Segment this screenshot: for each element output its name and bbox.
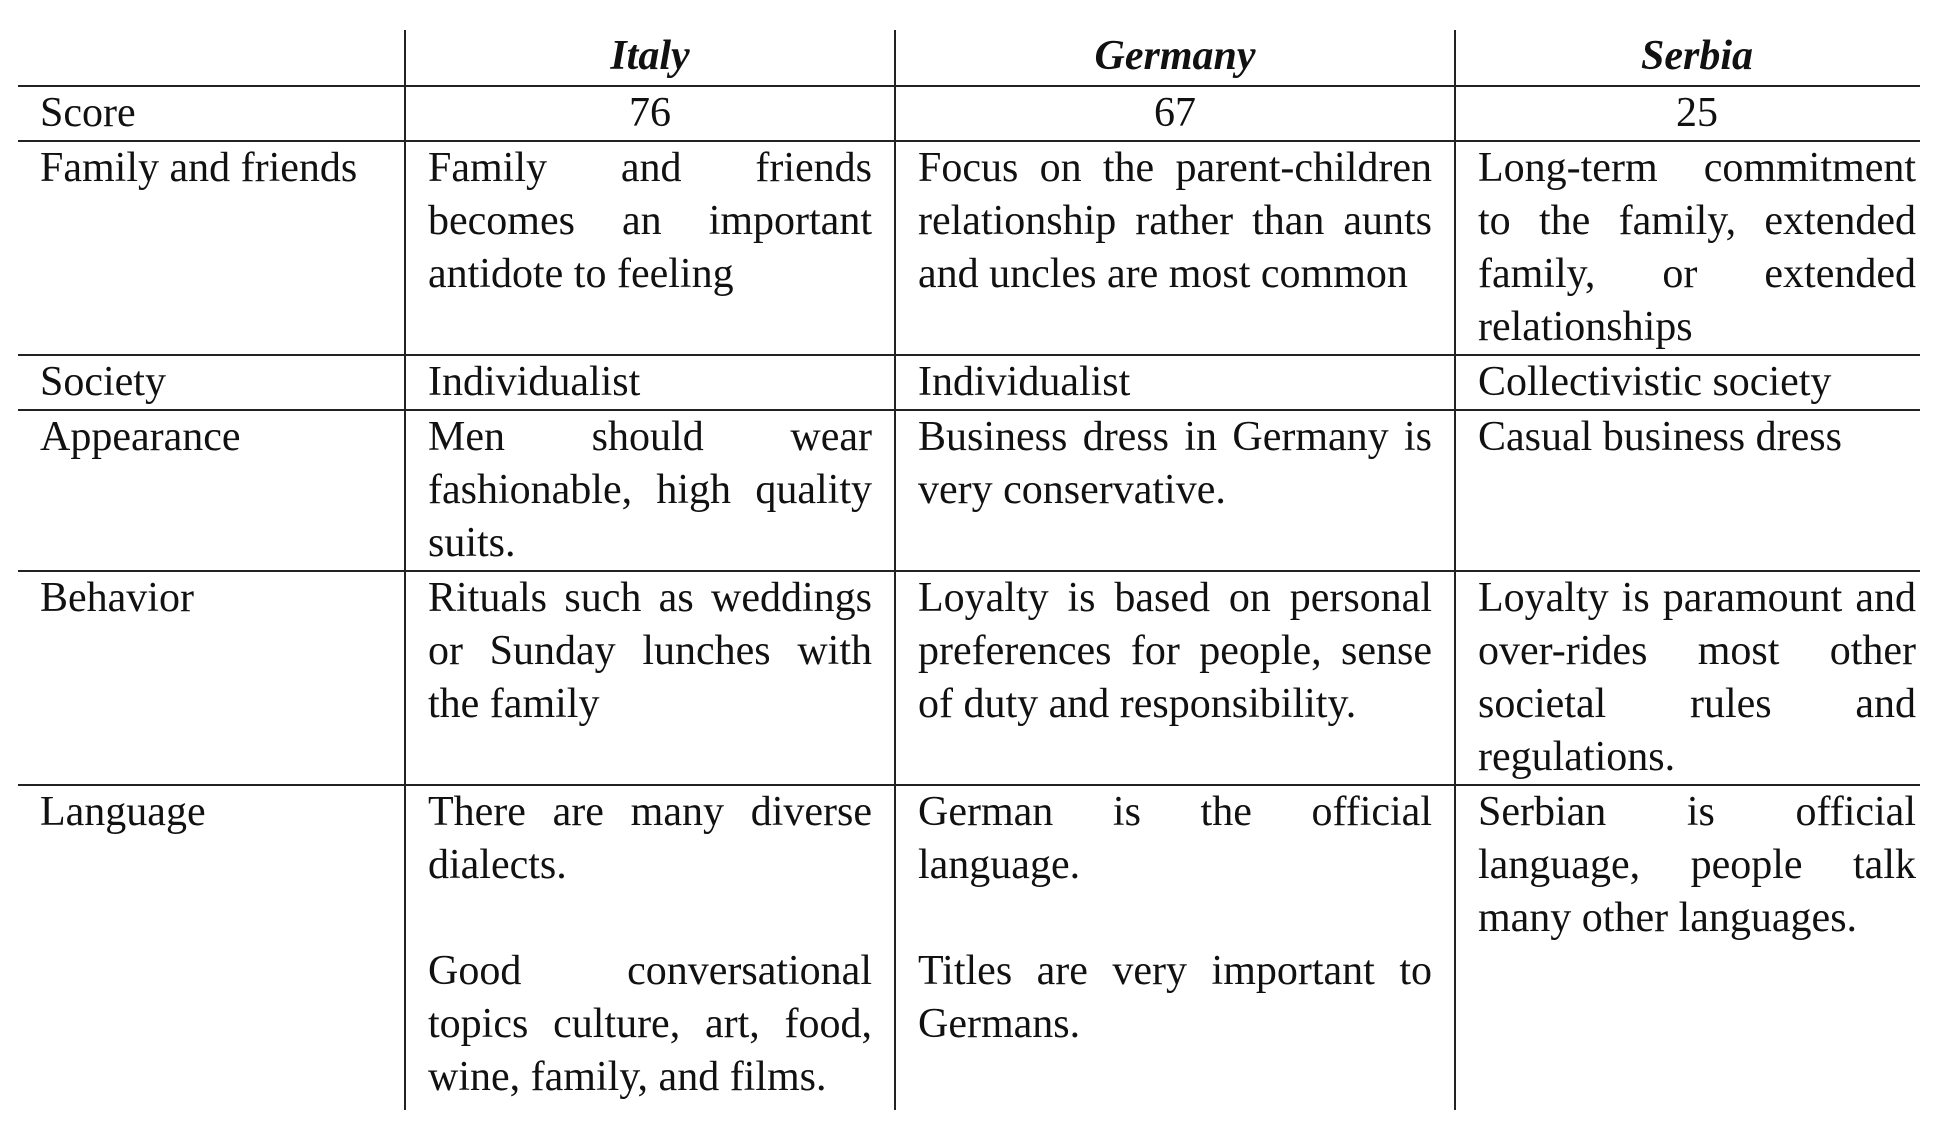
language-germany <box>895 785 1455 1110</box>
header-empty <box>18 30 405 86</box>
score-row <box>18 86 1920 141</box>
score-serbia: 25 <box>1455 86 1920 141</box>
language-row <box>18 785 1920 1110</box>
society-row <box>18 355 1920 410</box>
language-italy <box>405 785 895 1110</box>
appearance-serbia: Casual business dress <box>1455 410 1920 571</box>
header-italy: Italy <box>405 30 895 86</box>
family-label: Family and friends <box>18 141 405 355</box>
comparison-table-container <box>18 30 1920 1110</box>
appearance-germany: Business dress in Germany is very conservative. <box>895 410 1455 571</box>
culture-comparison-table <box>18 30 1920 1110</box>
society-germany: Individualist <box>895 355 1455 410</box>
score-italy: 76 <box>405 86 895 141</box>
header-row <box>18 30 1920 86</box>
language-italy-para-1: There are many diverse dialects. <box>428 789 872 888</box>
appearance-italy: Men should wear fashionable, high quality suits. <box>405 410 895 571</box>
behavior-germany: Loyalty is based on personal preferences for people, sense of duty and responsibility. <box>895 571 1455 785</box>
language-label: Language <box>40 789 206 835</box>
society-italy: Individualist <box>405 355 895 410</box>
language-serbia: Serbian is official language, people talk many other languages. <box>1455 785 1920 1110</box>
behavior-label: Behavior <box>18 571 405 785</box>
society-label: Society <box>18 355 405 410</box>
header-germany: Germany <box>895 30 1455 86</box>
score-label: Score <box>18 86 405 141</box>
behavior-serbia: Loyalty is paramount and over-rides most other societal rules and regulations. <box>1455 571 1920 785</box>
family-row <box>18 141 1920 355</box>
family-germany: Focus on the parent-children relationship rather than aunts and uncles are most common <box>895 141 1455 355</box>
language-germany-para-1: German is the official language. <box>918 789 1432 888</box>
society-serbia: Collectivistic society <box>1455 355 1920 410</box>
family-serbia: Long-term commitment to the family, extended family, or extended relationships <box>1455 141 1920 355</box>
score-germany: 67 <box>895 86 1455 141</box>
language-germany-para-2: Titles are very important to Germans. <box>918 948 1432 1047</box>
appearance-label: Appearance <box>18 410 405 571</box>
language-italy-para-2: Good conversational topics culture, art, food, wine, family, and films. <box>428 948 872 1100</box>
header-serbia: Serbia <box>1455 30 1920 86</box>
family-italy: Family and friends becomes an important antidote to feeling <box>405 141 895 355</box>
behavior-row <box>18 571 1920 785</box>
behavior-italy: Rituals such as weddings or Sunday lunches with the family <box>405 571 895 785</box>
appearance-row <box>18 410 1920 571</box>
